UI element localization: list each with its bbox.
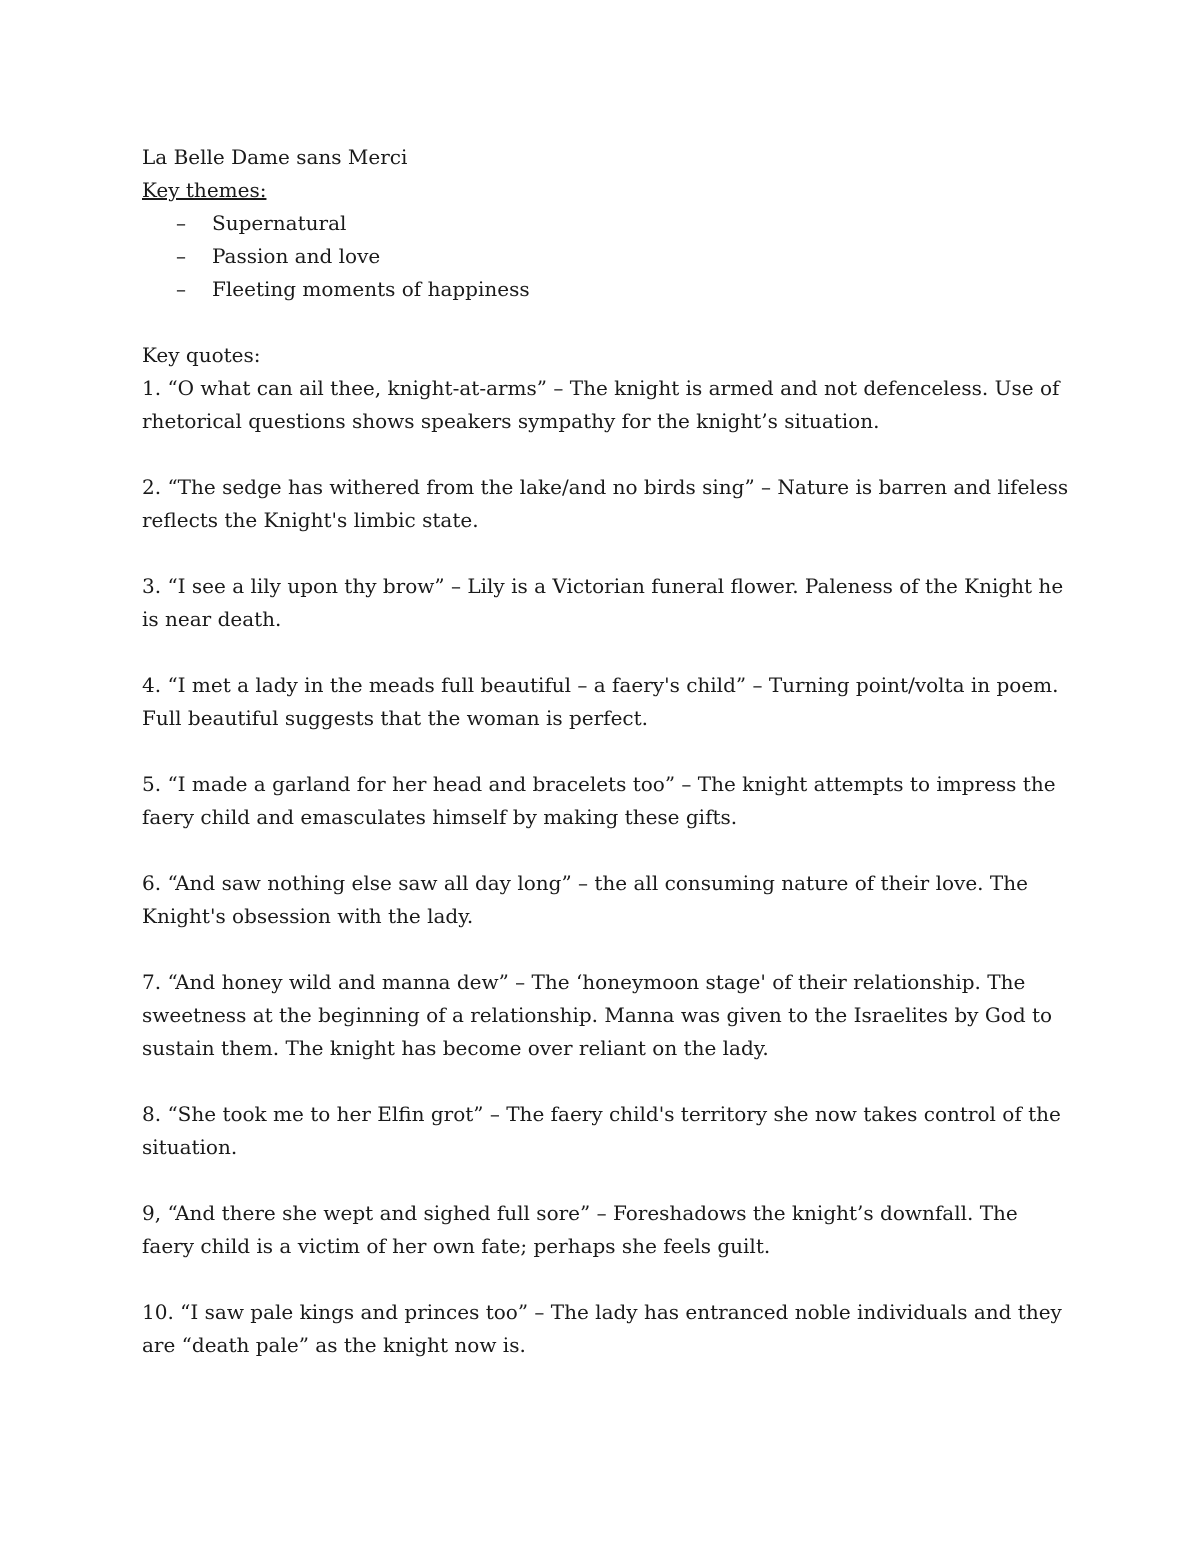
quote-item: 6. “And saw nothing else saw all day long” – the all consuming nature of their love. The Knight's obsession with the lady. <box>142 871 1028 928</box>
theme-text: Passion and love <box>212 244 381 268</box>
quotes-list <box>142 372 1072 1362</box>
quote-item: 2. “The sedge has withered from the lake/and no birds sing” – Nature is barren and lifeless reflects the Knight's limbic state. <box>142 475 1069 532</box>
quote-item: 10. “I saw pale kings and princes too” – The lady has entranced noble individuals and they are “death pale” as the knight now is. <box>142 1300 1062 1357</box>
theme-text: Fleeting moments of happiness <box>212 277 530 301</box>
quote-item: 5. “I made a garland for her head and bracelets too” – The knight attempts to impress the faery child and emasculates himself by making these gifts. <box>142 772 1056 829</box>
document-page <box>142 141 1072 1395</box>
dash-bullet: – <box>176 244 186 268</box>
themes-list <box>142 207 1072 306</box>
quote-item: 1. “O what can ail thee, knight-at-arms” – The knight is armed and not defenceless. Use of rhetorical questions shows speakers sympathy for the knight’s situation. <box>142 376 1060 433</box>
list-item <box>142 240 1072 273</box>
dash-bullet: – <box>176 211 186 235</box>
quote-item: 9, “And there she wept and sighed full sore” – Foreshadows the knight’s downfall. The faery child is a victim of her own fate; perhaps she feels guilt. <box>142 1201 1018 1258</box>
list-item <box>142 273 1072 306</box>
document-title: La Belle Dame sans Merci <box>142 145 408 169</box>
theme-text: Supernatural <box>212 211 347 235</box>
quote-item: 7. “And honey wild and manna dew” – The ‘honeymoon stage' of their relationship. The sweetness at the beginning of a relationship. Manna was given to the Israelites by God to sustain them. The knight has become over reliant on the lady. <box>142 970 1053 1060</box>
spacer <box>142 306 1072 339</box>
quotes-heading: Key quotes: <box>142 343 261 367</box>
list-item <box>142 207 1072 240</box>
dash-bullet: – <box>176 277 186 301</box>
quote-item: 8. “She took me to her Elfin grot” – The faery child's territory she now takes control of the situation. <box>142 1102 1061 1159</box>
quote-item: 4. “I met a lady in the meads full beautiful – a faery's child” – Turning point/volta in poem. Full beautiful suggests that the woman is perfect. <box>142 673 1059 730</box>
quote-item: 3. “I see a lily upon thy brow” – Lily is a Victorian funeral flower. Paleness of the Knight he is near death. <box>142 574 1064 631</box>
themes-heading: Key themes: <box>142 178 267 202</box>
